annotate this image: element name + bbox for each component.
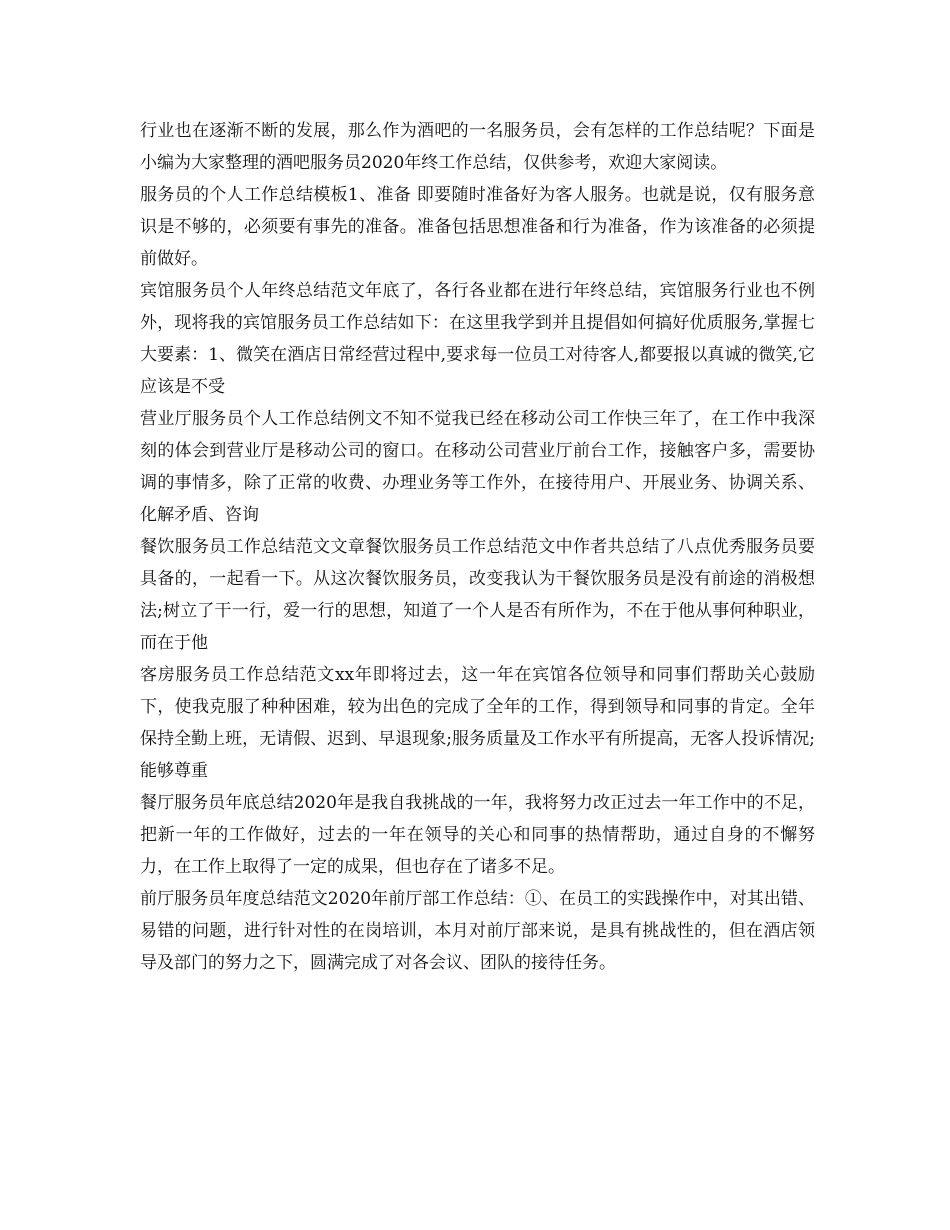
paragraph-hotel-waiter: 宾馆服务员个人年终总结范文年底了，各行各业都在进行年终总结，宾馆服务行业也不例外，现将我的宾馆服务员工作总结如下：在这里我学到并且提倡如何搞好优质服务,掌握七大要素：1、微笑在酒店日常经营过程中,要求每一位员工对待客人,都要报以真诚的微笑,它应该是不受 (140, 281, 815, 397)
paragraph-front-desk: 前厅服务员年度总结范文2020年前厅部工作总结：①、在员工的实践操作中，对其出错、易错的问题，进行针对性的在岗培训，本月对前厅部来说，是具有挑战性的，但在酒店领导及部门的努力之下，圆满完成了对各会议、团队的接待任务。 (140, 889, 815, 973)
paragraph-restaurant-waiter: 餐厅服务员年底总结2020年是我自我挑战的一年，我将努力改正过去一年工作中的不足，把新一年的工作做好，过去的一年在领导的关心和同事的热情帮助，通过自身的不懈努力，在工作上取得了一定的成果，但也存在了诸多不足。 (140, 793, 815, 877)
paragraph-personal-template: 服务员的个人工作总结模板1、准备 即要随时准备好为客人服务。也就是说，仅有服务意识是不够的，必须要有事先的准备。准备包括思想准备和行为准备，作为该准备的必须提前做好。 (140, 185, 815, 269)
paragraph-intro: 行业也在逐渐不断的发展，那么作为酒吧的一名服务员，会有怎样的工作总结呢？下面是小编为大家整理的酒吧服务员2020年终工作总结，仅供参考，欢迎大家阅读。 (140, 121, 815, 173)
paragraph-housekeeping: 客房服务员工作总结范文xx年即将过去，这一年在宾馆各位领导和同事们帮助关心鼓励下，使我克服了种种困难，较为出色的完成了全年的工作，得到领导和同事的肯定。全年保持全勤上班，无请假、迟到、早退现象;服务质量及工作水平有所提高，无客人投诉情况;能够尊重 (140, 665, 815, 781)
paragraph-catering-waiter: 餐饮服务员工作总结范文文章餐饮服务员工作总结范文中作者共总结了八点优秀服务员要具备的，一起看一下。从这次餐饮服务员，改变我认为干餐饮服务员是没有前途的消极想法;树立了干一行，爱一行的思想，知道了一个人是否有所作为，不在于他从事何种职业，而在于他 (140, 537, 815, 653)
paragraph-business-hall: 营业厅服务员个人工作总结例文不知不觉我已经在移动公司工作快三年了，在工作中我深刻的体会到营业厅是移动公司的窗口。在移动公司营业厅前台工作，接触客户多，需要协调的事情多，除了正常的收费、办理业务等工作外，在接待用户、开展业务、协调关系、化解矛盾、咨询 (140, 409, 815, 525)
document-body (140, 115, 815, 979)
